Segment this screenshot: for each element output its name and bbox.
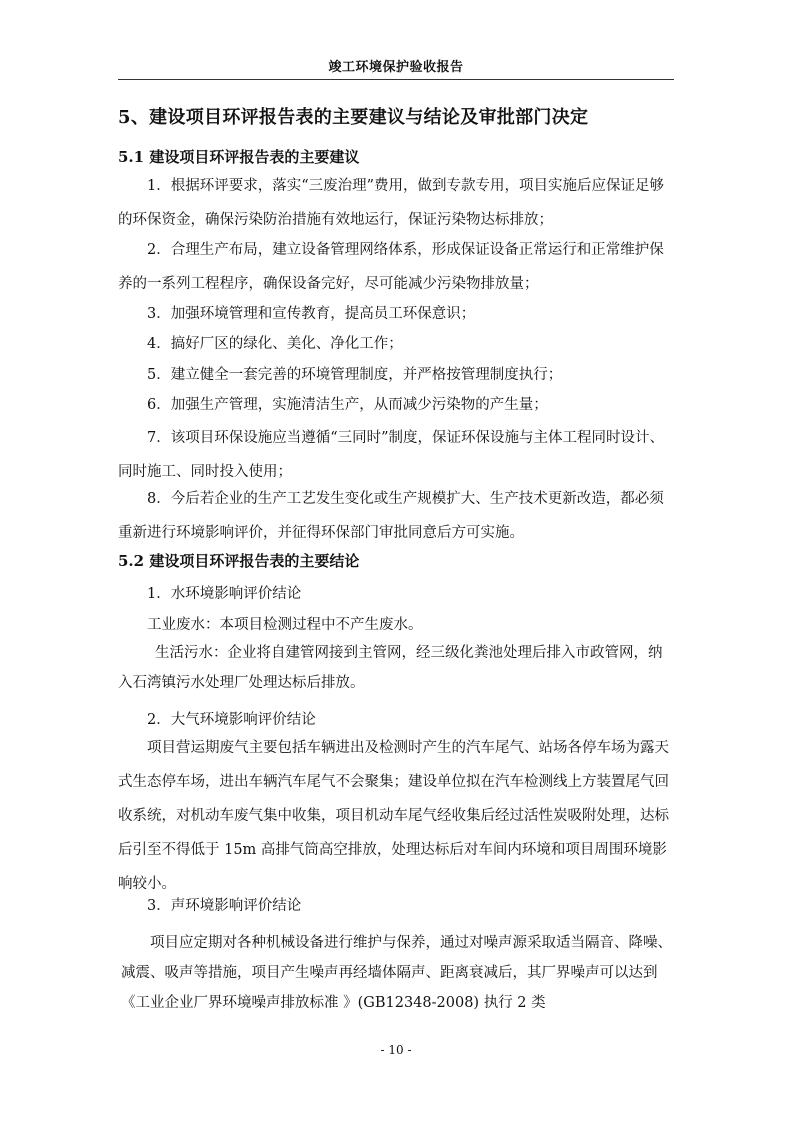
air-conclusion-title: 2．大气环境影响评价结论: [147, 712, 316, 728]
page-number: - 10 -: [380, 1043, 412, 1057]
noise-conclusion-title: 3．声环境影响评价结论: [147, 898, 302, 914]
page-header: 竣工环境保护验收报告: [328, 60, 464, 75]
suggestion-item-4: 4．搞好厂区的绿化、美化、净化工作；: [147, 336, 403, 352]
domestic-sewage-text: 生活污水：企业将自建管网接到主管网，经三级化粪池处理后排入市政管网，纳入石湾镇污水处理厂处理达标后排放。: [118, 645, 663, 691]
noise-conclusion-text: 项目应定期对各种机械设备进行维护与保养，通过对噪声源采取适当隔音、降噪、减震、吸声等措施，项目产生噪声再经墙体隔声、距离衰减后，其厂界噪声可以达到《工业企业厂界环境噪声排放标准 》(GB12348-2008) 执行 2 类: [121, 935, 672, 1011]
air-conclusion-text: 项目营运期废气主要包括车辆进出及检测时产生的汽车尾气、站场各停车场为露天式生态停车场，进出车辆汽车尾气不会聚集；建设单位拟在汽车检测线上方装置尾气回收系统，对机动车废气集中收集，项目机动车尾气经收集后经过活性炭吸附处理，达标后引至不得低于 15m 高排气筒高空排放，处理达标后对车间内环境和项目周围环境影响较小。: [118, 740, 669, 892]
suggestion-item-6: 6．加强生产管理，实施清洁生产，从而减少污染物的产生量；: [147, 397, 548, 413]
water-conclusion-title: 1．水环境影响评价结论: [147, 586, 302, 602]
suggestions-heading: 5.1 建设项目环评报告表的主要建议: [118, 148, 360, 166]
suggestion-item-2: 2．合理生产布局，建立设备管理网络体系，形成保证设备正常运行和正常维护保养的一系列工程程序，确保设备完好，尽可能减少污染物排放量；: [118, 242, 664, 292]
suggestion-item-3: 3．加强环境管理和宣传教育，提高员工环保意识；: [147, 306, 476, 322]
suggestion-item-7: 7．该项目环保设施应当遵循“三同时”制度，保证环保设施与主体工程同时设计、同时施工、同时投入使用；: [118, 430, 665, 480]
suggestion-item-8: 8．今后若企业的生产工艺发生变化或生产规模扩大、生产技术更新改造，都必须重新进行环境影响评价，并征得环保部门审批同意后方可实施。: [118, 491, 664, 541]
industrial-wastewater-text: 工业废水：本项目检测过程中不产生废水。: [147, 617, 423, 633]
conclusions-heading: 5.2 建设项目环评报告表的主要结论: [118, 552, 360, 570]
suggestion-item-5: 5．建立健全一套完善的环境管理制度，并严格按管理制度执行；: [147, 367, 563, 383]
section-title: 5、建设项目环评报告表的主要建议与结论及审批部门决定: [118, 107, 589, 128]
header-divider: [118, 79, 674, 80]
suggestion-item-1: 1．根据环评要求，落实“三废治理”费用，做到专款专用，项目实施后应保证足够的环保资金，确保污染防治措施有效地运行，保证污染物达标排放；: [118, 178, 665, 228]
